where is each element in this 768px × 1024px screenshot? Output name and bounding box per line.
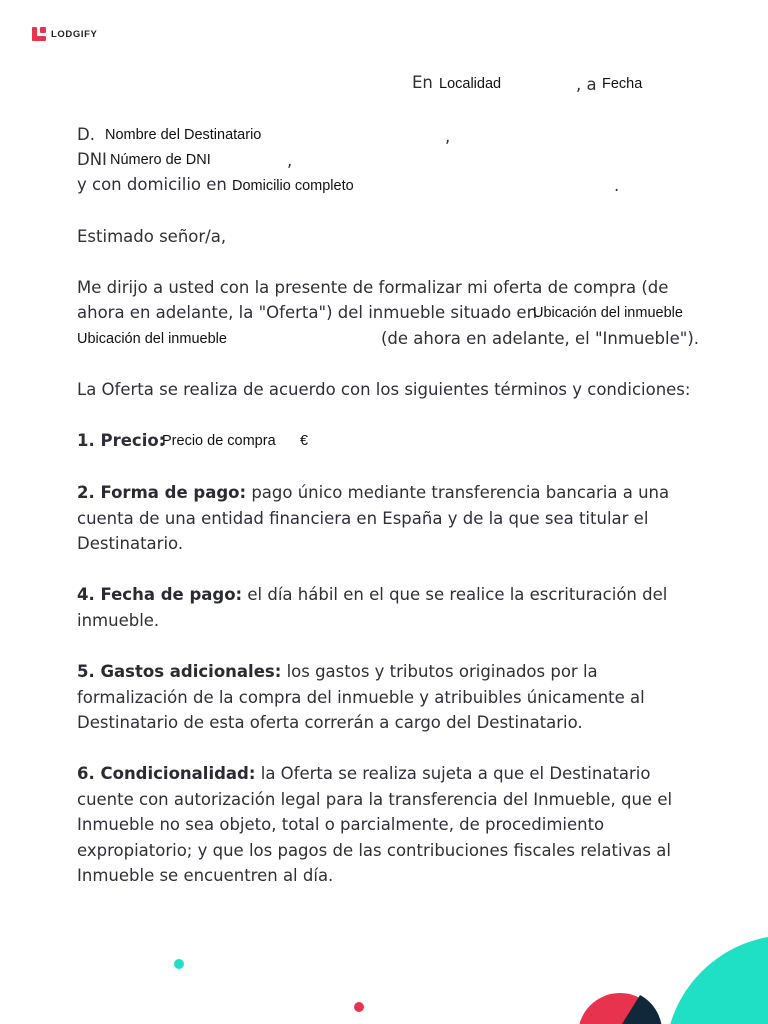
clause-payment-date bbox=[77, 582, 697, 633]
clause-label: 2. Forma de pago: bbox=[77, 483, 247, 502]
domicile-field[interactable]: Domicilio completo bbox=[232, 178, 354, 194]
dni-field[interactable]: Número de DNI bbox=[110, 152, 211, 168]
decorative-shapes bbox=[0, 900, 768, 1024]
clause-text: pago único mediante transferencia bancaria a una cuenta de una entidad financiera en España y de la que sea titular el Destinatario. bbox=[77, 483, 670, 553]
clause-label: 5. Gastos adicionales: bbox=[77, 662, 282, 681]
intro-line-1: Me dirijo a usted con la presente de formalizar mi oferta de compra (de bbox=[77, 278, 669, 297]
red-dot bbox=[354, 1002, 364, 1012]
lodgify-logo-icon bbox=[32, 27, 46, 41]
dni-prefix: DNI bbox=[77, 150, 107, 169]
clause-additional-costs bbox=[77, 659, 697, 736]
clause-payment-method bbox=[77, 480, 697, 557]
clause-label: 4. Fecha de pago: bbox=[77, 585, 243, 604]
clause-text: los gastos y tributos originados por la formalización de la compra del inmueble y atribuibles únicamente al Destinatario de esta oferta correrán a cargo del Destinatario. bbox=[77, 662, 645, 732]
intro-line-3: (de ahora en adelante, el "Inmueble"). bbox=[381, 329, 700, 348]
localidad-field[interactable]: Localidad bbox=[439, 76, 502, 92]
en-label: En bbox=[412, 73, 433, 92]
clause-text: la Oferta se realiza sujeta a que el Destinatario cuente con autorización legal para la transferencia del Inmueble, que el Inmueble no sea objeto, total o parcialmente, de procedimiento expropiatorio; y que los pagos de las contribuciones fiscales relativas al Inmueble se encuentren al día. bbox=[77, 764, 673, 885]
currency-symbol: € bbox=[300, 433, 309, 449]
destinatario-name-field[interactable]: Nombre del Destinatario bbox=[105, 127, 262, 143]
clause-conditionality bbox=[77, 761, 697, 889]
teal-dot bbox=[174, 959, 184, 969]
terms-intro: La Oferta se realiza de acuerdo con los siguientes términos y condiciones: bbox=[77, 380, 691, 399]
intro-line-2: ahora en adelante, la "Oferta") del inmueble situado en bbox=[77, 303, 538, 322]
location-field-1[interactable]: Ubicación del inmueble bbox=[533, 305, 683, 321]
brand-name: LODGIFY bbox=[51, 28, 98, 40]
clause-text: el día hábil en el que se realice la escrituración del inmueble. bbox=[77, 585, 668, 630]
location-field-2[interactable]: Ubicación del inmueble bbox=[77, 331, 227, 347]
fecha-field[interactable]: Fecha bbox=[602, 76, 643, 92]
domicile-prefix: y con domicilio en bbox=[77, 175, 227, 194]
dni-comma: , bbox=[287, 151, 293, 170]
a-label: , a bbox=[576, 75, 597, 94]
clause-label: 6. Condicionalidad: bbox=[77, 764, 256, 783]
lodgify-logo bbox=[32, 27, 97, 41]
teal-blob bbox=[665, 935, 768, 1024]
domicile-period: . bbox=[614, 176, 620, 195]
price-field[interactable]: Precio de compra bbox=[162, 433, 276, 449]
greeting: Estimado señor/a, bbox=[77, 227, 227, 246]
name-comma: , bbox=[445, 127, 451, 146]
d-prefix: D. bbox=[77, 125, 95, 144]
price-label: 1. Precio: bbox=[77, 431, 166, 450]
